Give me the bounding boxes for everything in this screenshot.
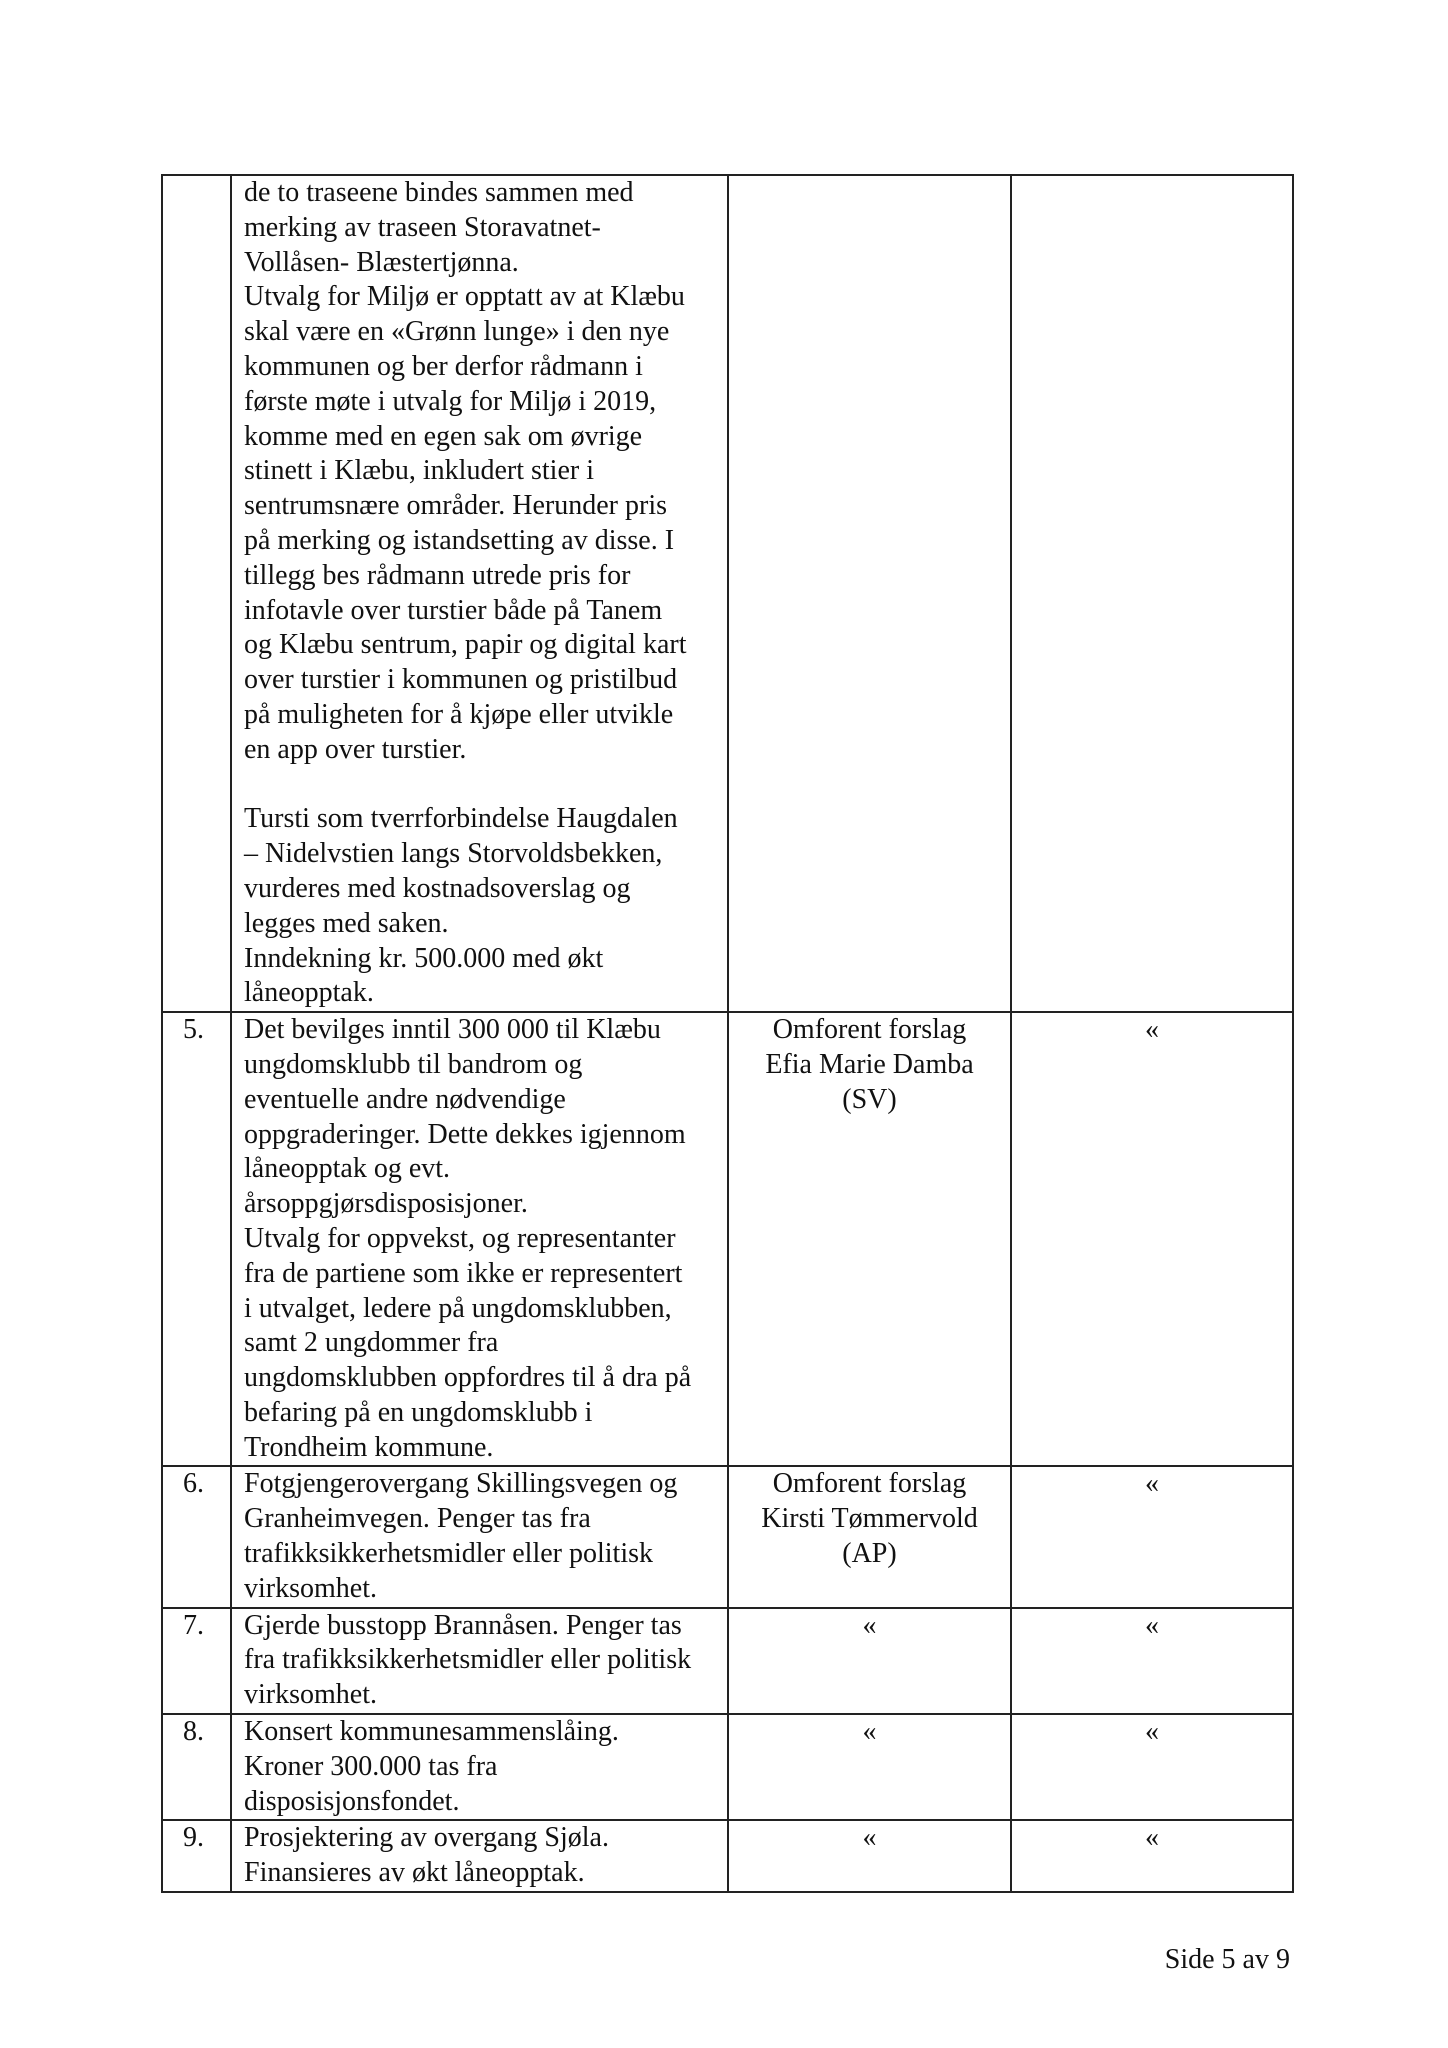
row-number-cell	[162, 1714, 231, 1820]
motion-text: Tursti som tverrforbindelse Haugdalen – Nidelvstien langs Storvoldsbekken, vurderes med kostnadsoverslag og legges med saken. Inndekning kr. 500.000 med økt låneopptak.	[244, 803, 678, 1009]
proposer-text: «	[862, 1716, 877, 1748]
proposer-text: «	[862, 1822, 877, 1854]
vote-cell	[1011, 1466, 1293, 1607]
motion-text-cell	[231, 1820, 728, 1892]
proposer-cell	[728, 1608, 1011, 1714]
proposer-text: «	[862, 1609, 877, 1641]
table-row	[162, 1012, 1293, 1466]
row-number-cell	[162, 175, 231, 1012]
motion-text: Fotgjengerovergang Skillingsvegen og Granheimvegen. Penger tas fra trafikksikkerhetsmidler eller politisk virksomhet.	[244, 1468, 678, 1604]
motion-text-cell	[231, 1714, 728, 1820]
vote-cell	[1011, 175, 1293, 1012]
proposer-cell	[728, 1820, 1011, 1892]
row-number: 7.	[183, 1609, 204, 1641]
vote-text: «	[1145, 1822, 1159, 1854]
table-row	[162, 1820, 1293, 1892]
row-number: 9.	[183, 1822, 204, 1854]
table-row	[162, 1466, 1293, 1607]
row-number-cell	[162, 1608, 231, 1714]
motion-text-cell	[231, 1012, 728, 1466]
vote-cell	[1011, 1714, 1293, 1820]
proposer-cell	[728, 1714, 1011, 1820]
table-row	[162, 1714, 1293, 1820]
motion-text: Det bevilges inntil 300 000 til Klæbu ungdomsklubb til bandrom og eventuelle andre nødvendige oppgraderinger. Dette dekkes igjennom låneopptak og evt. årsoppgjørsdisposisjoner. Utvalg for oppvekst, og representanter fra de partiene som ikke er representert i utvalget, ledere på ungdomsklubben, samt 2 ungdommer fra ungdomsklubben oppfordres til å dra på befaring på en ungdomsklubb i Trondheim kommune.	[244, 1014, 692, 1463]
proposer-text: Omforent forslag Kirsti Tømmervold (AP)	[761, 1468, 978, 1570]
motion-text: de to traseene bindes sammen med merking av traseen Storavatnet- Vollåsen- Blæstertjønna. Utvalg for Miljø er opptatt av at Klæbu skal være en «Grønn lunge» i den nye kommunen og ber derfor rådmann i første møte i utvalg for Miljø i 2019, komme med en egen sak om øvrige stinett i Klæbu, inkludert stier i sentrumsnære områder. Herunder pris på merking og istandsetting av disse. I tillegg bes rådmann utrede pris for infotavle over turstier både på Tanem og Klæbu sentrum, papir og digital kart over turstier i kommunen og pristilbud på muligheten for å kjøpe eller utvikle en app over turstier.	[244, 177, 687, 765]
motion-text: Konsert kommunesammenslåing. Kroner 300.000 tas fra disposisjonsfondet.	[244, 1716, 619, 1817]
proposer-cell	[728, 175, 1011, 1012]
page-number-footer: Side 5 av 9	[1164, 1944, 1290, 1975]
row-number-cell	[162, 1820, 231, 1892]
vote-cell	[1011, 1820, 1293, 1892]
row-number: 8.	[183, 1716, 204, 1748]
row-number: 6.	[183, 1468, 204, 1500]
vote-cell	[1011, 1608, 1293, 1714]
vote-text: «	[1145, 1468, 1159, 1500]
vote-text: «	[1145, 1609, 1159, 1641]
motion-text-cell	[231, 175, 728, 1012]
vote-cell	[1011, 1012, 1293, 1466]
row-number-cell	[162, 1466, 231, 1607]
vote-text: «	[1145, 1014, 1159, 1046]
row-number-cell	[162, 1012, 231, 1466]
motions-table	[161, 174, 1294, 1893]
table-row	[162, 1608, 1293, 1714]
motion-text-cell	[231, 1608, 728, 1714]
proposer-cell	[728, 1466, 1011, 1607]
motion-text: Prosjektering av overgang Sjøla. Finansieres av økt låneopptak.	[244, 1822, 609, 1889]
proposer-cell	[728, 1012, 1011, 1466]
paragraph-gap	[244, 768, 717, 803]
row-number: 5.	[183, 1014, 204, 1046]
motion-text: Gjerde busstopp Brannåsen. Penger tas fra trafikksikkerhetsmidler eller politisk virksomhet.	[244, 1609, 692, 1711]
proposer-text: Omforent forslag Efia Marie Damba (SV)	[765, 1014, 974, 1115]
table-row	[162, 175, 1293, 1012]
motion-text-cell	[231, 1466, 728, 1607]
vote-text: «	[1145, 1716, 1159, 1748]
